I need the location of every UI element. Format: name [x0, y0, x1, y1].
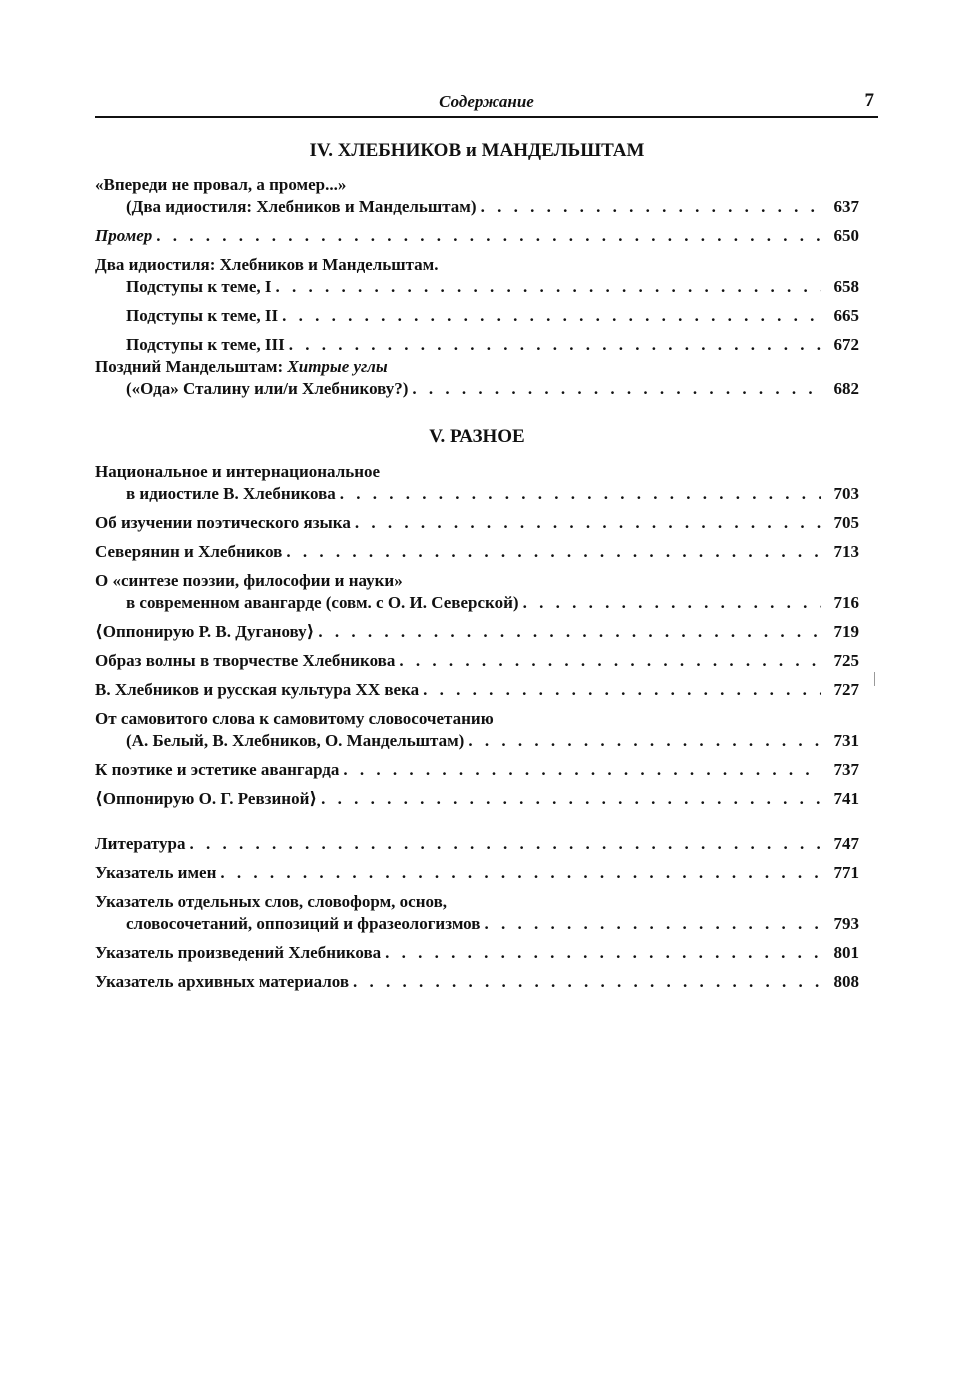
dot-leader [355, 512, 821, 534]
section-title-v: V. РАЗНОЕ [429, 426, 525, 447]
page-number: 7 [864, 90, 874, 111]
dot-leader [481, 196, 821, 218]
dot-leader [220, 862, 821, 884]
toc-entry[interactable] [95, 759, 859, 781]
toc-entry-title-italic: Хитрые углы [287, 357, 388, 376]
toc-entry-subtitle: Подступы к теме, III [126, 335, 285, 354]
toc-page-number: 682 [833, 379, 859, 398]
toc-entry-subtitle: Подступы к теме, II [126, 306, 279, 325]
dot-leader [399, 650, 821, 672]
toc-entry[interactable] [95, 356, 859, 400]
running-title: Содержание [439, 92, 534, 111]
dot-leader [423, 679, 821, 701]
toc-entry-subtitle: в современном авангарде (совм. с О. И. Северской) [126, 593, 519, 612]
toc-entry-title: Образ волны в творчестве Хлебникова [95, 651, 396, 670]
toc-entry[interactable] [95, 334, 859, 356]
toc-entry-title: ⟨Оппонирую Р. В. Дуганову⟩ [95, 622, 315, 641]
toc-page-number: 672 [833, 335, 859, 354]
toc-entry-subtitle: Подступы к теме, I [126, 277, 272, 296]
dot-leader [468, 730, 821, 752]
toc-entry-title: К поэтике и эстетике авангарда [95, 760, 340, 779]
toc-entry-title: Два идиостиля: Хлебников и Мандельштам. [95, 255, 439, 274]
toc-entry[interactable] [95, 621, 859, 643]
toc-entry-title: От самовитого слова к самовитому словосочетанию [95, 709, 494, 728]
toc-page-number: 719 [833, 622, 859, 641]
dot-leader [412, 378, 821, 400]
toc-entry-title: Национальное и интернациональное [95, 462, 381, 481]
toc-entry[interactable] [95, 942, 859, 964]
toc-entry[interactable] [95, 833, 859, 855]
toc-entry-title: Указатель имен [95, 863, 217, 882]
toc-page-number: 801 [833, 943, 859, 962]
toc-entry-title: Указатель архивных материалов [95, 972, 350, 991]
dot-leader [385, 942, 821, 964]
toc-entry-subtitle: (А. Белый, В. Хлебников, О. Мандельштам) [126, 731, 465, 750]
toc-page-number: 658 [833, 277, 859, 296]
running-header [95, 88, 878, 118]
dot-leader [189, 833, 821, 855]
toc-entry[interactable] [95, 788, 859, 810]
toc-page-number: 771 [833, 863, 859, 882]
section-gap [95, 817, 859, 833]
toc-entry[interactable] [95, 862, 859, 884]
toc-page-number: 747 [833, 834, 859, 853]
toc-page-number: 731 [833, 731, 859, 750]
toc-entry[interactable] [95, 650, 859, 672]
toc-entry[interactable] [95, 174, 859, 218]
toc-page-number: 793 [833, 914, 859, 933]
toc-page-number: 713 [833, 542, 859, 561]
dot-leader [321, 788, 821, 810]
toc-page-number: 716 [833, 593, 859, 612]
toc-entry[interactable] [95, 708, 859, 752]
toc-entry-title: Указатель произведений Хлебникова [95, 943, 382, 962]
dot-leader [318, 621, 821, 643]
dot-leader [523, 592, 821, 614]
toc-entry[interactable] [95, 570, 859, 614]
table-of-contents [95, 140, 859, 993]
dot-leader [286, 541, 821, 563]
toc-entry-title [95, 356, 859, 378]
toc-page-number: 705 [833, 513, 859, 532]
toc-entry[interactable] [95, 679, 859, 701]
dot-leader [340, 483, 821, 505]
toc-entry-subtitle: (Два идиостиля: Хлебников и Мандельштам) [126, 197, 477, 216]
toc-entry[interactable] [95, 225, 859, 247]
section-title-iv: IV. ХЛЕБНИКОВ и МАНДЕЛЬШТАМ [309, 140, 645, 161]
toc-entry-subtitle: в идиостиле В. Хлебникова [126, 484, 336, 503]
dot-leader [289, 334, 821, 356]
toc-entry[interactable] [95, 512, 859, 534]
toc-entry[interactable] [95, 891, 859, 935]
margin-mark [874, 672, 875, 686]
toc-entry[interactable] [95, 971, 859, 993]
dot-leader [156, 225, 821, 247]
toc-entry[interactable] [95, 461, 859, 505]
toc-page-number: 725 [833, 651, 859, 670]
dot-leader [484, 913, 821, 935]
toc-entry-title-lead: Поздний Мандельштам: [95, 357, 288, 376]
toc-entry-title: Промер [95, 226, 153, 245]
dot-leader [353, 971, 821, 993]
dot-leader [282, 305, 821, 327]
toc-entry-title: Указатель отдельных слов, словоформ, основ, [95, 892, 448, 911]
toc-entry-title: «Впереди не провал, а промер...» [95, 175, 347, 194]
toc-entry-title: ⟨Оппонирую О. Г. Ревзиной⟩ [95, 789, 318, 808]
toc-page-number: 737 [833, 760, 859, 779]
toc-entry-subtitle: словосочетаний, оппозиций и фразеологизмов [126, 914, 481, 933]
toc-entry[interactable] [95, 541, 859, 563]
toc-entry-title: Об изучении поэтического языка [95, 513, 351, 532]
toc-page-number: 650 [833, 226, 859, 245]
toc-entry[interactable] [95, 305, 859, 327]
toc-entry-title: Северянин и Хлебников [95, 542, 283, 561]
toc-page-number: 727 [833, 680, 859, 699]
toc-page-number: 741 [833, 789, 859, 808]
toc-entry-title: Литература [95, 834, 186, 853]
dot-leader [343, 759, 821, 781]
toc-entry-title: О «синтезе поэзии, философии и науки» [95, 571, 403, 590]
toc-entry-subtitle: («Ода» Сталину или/и Хлебникову?) [126, 379, 409, 398]
toc-page [95, 88, 878, 1000]
toc-page-number: 637 [833, 197, 859, 216]
toc-page-number: 665 [833, 306, 859, 325]
toc-entry-title: В. Хлебников и русская культура XX века [95, 680, 420, 699]
toc-entry[interactable] [95, 254, 859, 298]
dot-leader [276, 276, 821, 298]
toc-page-number: 703 [833, 484, 859, 503]
toc-page-number: 808 [833, 972, 859, 991]
